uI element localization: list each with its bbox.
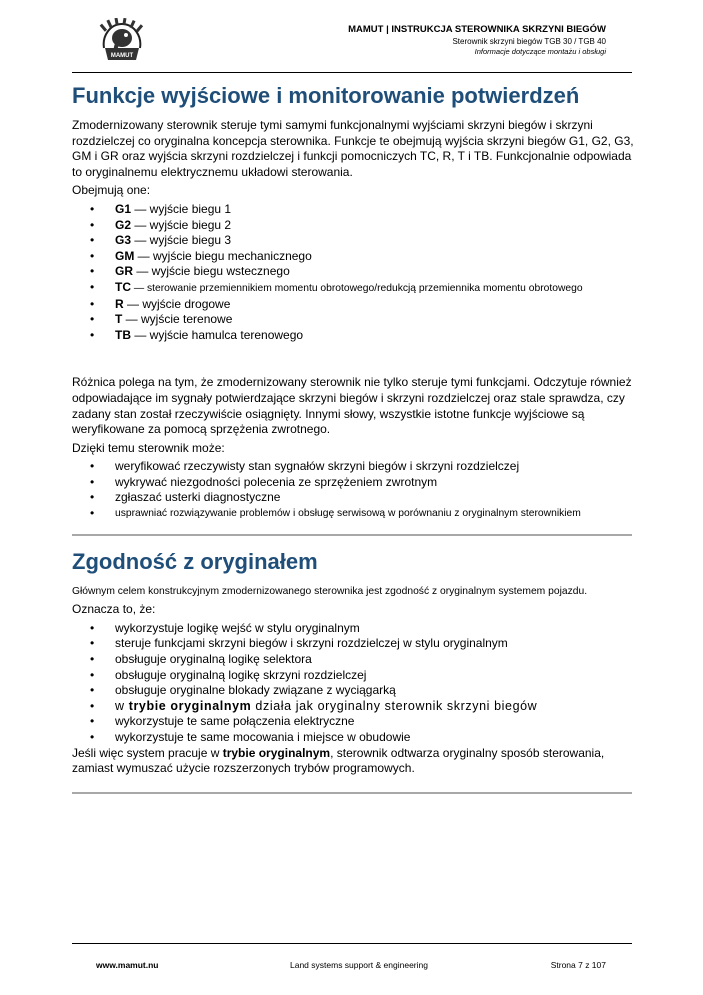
list-item — [72, 297, 634, 313]
section1-intro: Zmodernizowany sterownik steruje tymi samymi funkcjonalnymi wyjściami skrzyni biegów i skrzyni rozdzielczej co oryginalna koncepcja sterownika. Funkcje te obejmują wyjścia skrzyni biegów G1, G2, G3, GM i GR oraz wyjścia skrzyni rozdzielczej i funkcji pomocniczych TC, R, T i TB. Funkcjonalnie odpowiada to oryginalnemu elektrycznemu układowi sterowania. — [72, 118, 634, 179]
capability-list — [72, 459, 634, 521]
special-pre: w — [115, 698, 129, 713]
output-code: G3 — [115, 233, 132, 248]
output-code: G2 — [115, 217, 132, 232]
section-divider — [72, 792, 632, 794]
footer-website[interactable]: www.mamut.nu — [96, 960, 159, 970]
list-item: • usprawniać rozwiązywanie problemów i obsługę serwisową w porównaniu z oryginalnym sterownikiem — [72, 506, 634, 522]
list-item — [72, 699, 634, 715]
footer-tagline: Land systems support & engineering — [290, 960, 428, 970]
output-desc: — wyjście biegu 1 — [131, 201, 232, 216]
special-post: działa jak oryginalny sterownik skrzyni biegów — [251, 698, 538, 713]
output-desc: — sterowanie przemiennikiem momentu obrotowego/redukcją przemiennika momentu obrotowego — [131, 282, 583, 294]
header-rule — [72, 72, 632, 73]
list-item — [72, 202, 634, 218]
output-code: GM — [115, 248, 135, 263]
section-title-compatibility: Zgodność z oryginałem — [72, 548, 318, 574]
output-desc: — wyjście biegu mechanicznego — [134, 248, 312, 263]
section2-intro: Głównym celem konstrukcyjnym zmodernizowanego sterownika jest zgodność z oryginalnym systemem pojazdu. — [72, 585, 588, 597]
output-desc: — wyjście drogowe — [123, 296, 231, 311]
output-desc: — wyjście terenowe — [122, 312, 233, 327]
output-code: TB — [115, 327, 131, 342]
output-code: T — [115, 312, 123, 327]
list-item: • zgłaszać usterki diagnostyczne — [72, 490, 634, 506]
list-item — [72, 233, 634, 249]
list-item: • obsługuje oryginalną logikę selektora — [72, 652, 634, 668]
output-code: GR — [115, 264, 133, 279]
output-desc: — wyjście biegu 3 — [131, 233, 232, 248]
list-item: • obsługuje oryginalną logikę skrzyni rozdzielczej — [72, 668, 634, 684]
closing-pre: Jeśli więc system pracuje w — [72, 745, 223, 760]
document-title: MAMUT | INSTRUKCJA STEROWNIKA SKRZYNI BIEGÓW — [348, 24, 606, 35]
mamut-logo — [96, 18, 148, 62]
document-note: Informacje dotyczące montażu i obsługi — [474, 47, 606, 56]
list-item: • wykorzystuje te same połączenia elektryczne — [72, 714, 634, 730]
section2-closing — [72, 746, 634, 777]
closing-post: , sterownik odtwarza oryginalny sposób sterowania, zamiast wymuszać użycie rozszerzonych trybów programowych. — [72, 745, 605, 776]
footer-rule — [72, 943, 632, 944]
output-desc: — wyjście biegu 2 — [131, 217, 232, 232]
section-title-output-functions: Funkcje wyjściowe i monitorowanie potwierdzeń — [72, 83, 580, 108]
output-desc: — wyjście biegu wstecznego — [133, 264, 290, 279]
list-item: • wykorzystuje logikę wejść w stylu oryginalnym — [72, 621, 634, 637]
section1-para2: Różnica polega na tym, że zmodernizowany sterownik nie tylko steruje tymi funkcjami. Odczytuje również odpowiadające im sygnały potwierdzające skrzyni biegów i skrzyni rozdzielczej oraz stale sprawdza, czy zadany stan został rzeczywiście osiągnięty. Innymi słowy, wszystkie istotne funkcje wyjściowe są weryfikowane za pomocą sprzężenia zwrotnego. — [72, 375, 632, 437]
output-list — [72, 202, 634, 343]
svg-text:MAMUT: MAMUT — [110, 53, 134, 59]
list-item: • wykorzystuje te same mocowania i miejsce w obudowie — [72, 730, 634, 746]
document-subtitle: Sterownik skrzyni biegów TGB 30 / TGB 40 — [452, 37, 606, 46]
closing-bold: trybie oryginalnym — [222, 745, 331, 760]
page-number: Strona 7 z 107 — [550, 960, 606, 970]
output-code: G1 — [115, 201, 132, 216]
section1-lead: Obejmują one: — [72, 183, 151, 198]
header-text — [348, 24, 606, 57]
page-content — [72, 82, 634, 794]
output-code: R — [115, 296, 124, 311]
list-item: • weryfikować rzeczywisty stan sygnałów skrzyni biegów i skrzyni rozdzielczej — [72, 459, 634, 475]
section2-lead: Oznacza to, że: — [72, 602, 156, 617]
compatibility-list — [72, 621, 634, 746]
section1-lead2: Dzięki temu sterownik może: — [72, 440, 225, 455]
list-item: • obsługuje oryginalne blokady związane z wyciągarką — [72, 683, 634, 699]
list-item: • wykrywać niezgodności polecenia ze sprzężeniem zwrotnym — [72, 475, 634, 491]
list-item — [72, 312, 634, 328]
list-item: • steruje funkcjami skrzyni biegów i skrzyni rozdzielczej w stylu oryginalnym — [72, 636, 634, 652]
special-bold: trybie oryginalnym — [128, 698, 252, 713]
list-item — [72, 280, 634, 297]
list-item — [72, 328, 634, 344]
list-item — [72, 249, 634, 265]
list-item — [72, 264, 634, 280]
output-code: TC — [115, 279, 131, 294]
output-desc: — wyjście hamulca terenowego — [131, 327, 304, 342]
list-item — [72, 218, 634, 234]
